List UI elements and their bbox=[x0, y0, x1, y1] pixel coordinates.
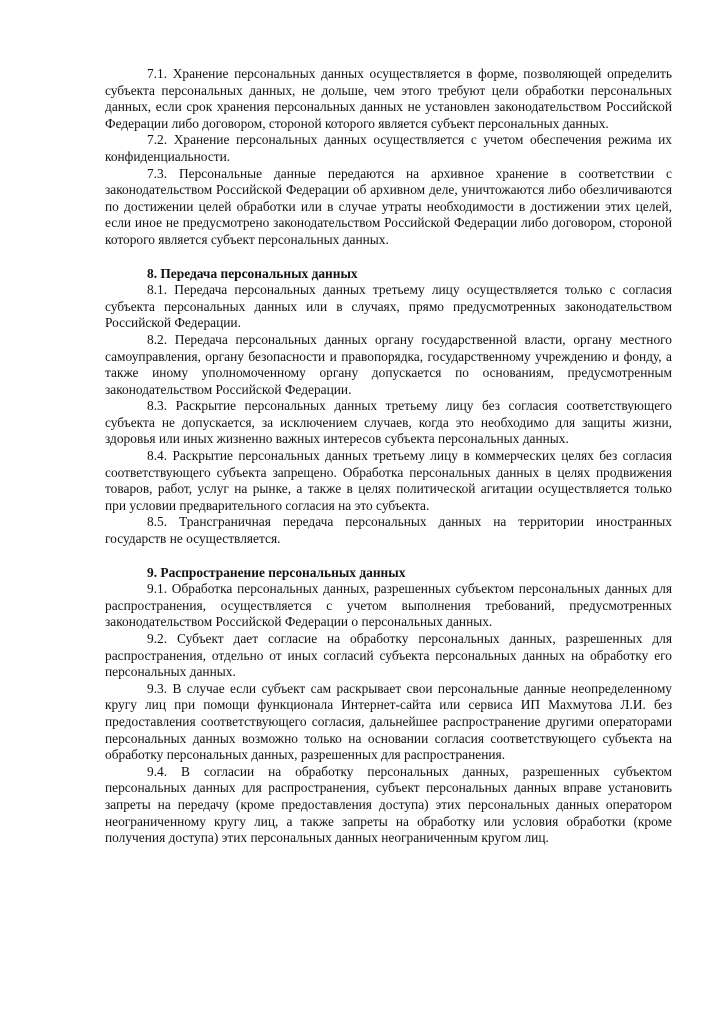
paragraph-8-2: 8.2. Передача персональных данных органу государственной власти, органу местного самоуправления, органу безопасности и правопорядка, государственному учреждению и фонду, а также иному уполномоченному органу допускается по основаниям, предусмотренным законодательством Российской Федерации. bbox=[105, 331, 672, 397]
section-8-heading: 8. Передача персональных данных bbox=[147, 265, 358, 281]
paragraph-8-4: 8.4. Раскрытие персональных данных третьему лицу в коммерческих целях без согласия соответствующего субъекта запрещено. Обработка персональных данных в целях продвижения товаров, работ, услуг на рынке, а также в целях политической агитации осуществляется только при условии предварительного согласия на это субъекта. bbox=[105, 448, 672, 513]
paragraph-7-1: 7.1. Хранение персональных данных осуществляется в форме, позволяющей определить субъекта персональных данных, не дольше, чем этого требуют цели обработки персональных данных, если срок хранения персональных данных не установлен законодательством Российской Федерации либо договором, стороной которого является субъект персональных данных. bbox=[105, 66, 672, 131]
paragraph-8-3: 8.3. Раскрытие персональных данных третьему лицу без согласия соответствующего субъекта не допускается, за исключением случаев, когда это необходимо для защиты жизни, здоровья или иных жизненно важных интересов субъекта персональных данных. bbox=[105, 398, 672, 447]
paragraph-9-3: 9.3. В случае если субъект сам раскрывает свои персональные данные неопределенному кругу лиц при помощи функционала Интернет-сайта или сервиса ИП Махмутова Л.И. без предоставления соответствующего согласия, дальнейшее распространение другими операторами персональных данных возможно только на основании согласия соответствующего субъекта на обработку персональных данных, разрешенных для распространения. bbox=[105, 680, 672, 763]
paragraph-9-2: 9.2. Субъект дает согласие на обработку персональных данных, разрешенных для распространения, отдельно от иных согласий субъекта персональных данных на обработку его персональных данных. bbox=[105, 631, 672, 680]
paragraph-9-4: 9.4. В согласии на обработку персональных данных, разрешенных субъектом персональных данных для распространения, субъект персональных данных вправе установить запреты на передачу (кроме предоставления доступа) этих персональных данных оператором неограниченному кругу лиц, а также запреты на обработку или условия обработки (кроме получения доступа) этих персональных данных неограниченным кругом лиц. bbox=[105, 763, 672, 846]
paragraph-8-1: 8.1. Передача персональных данных третьему лицу осуществляется только с согласия субъекта персональных данных или в случаях, прямо предусмотренных законодательством Российской Федерации. bbox=[105, 282, 672, 331]
section-gap bbox=[105, 548, 672, 565]
paragraph-7-3: 7.3. Персональные данные передаются на архивное хранение в соответствии с законодательством Российской Федерации об архивном деле, уничтожаются либо обезличиваются по достижении целей обработки или в случае утраты необходимости в достижении этих целей, если иное не предусмотрено законодательством Российской Федерации либо договором, стороной которого является субъект персональных данных. bbox=[105, 165, 672, 247]
paragraph-9-1: 9.1. Обработка персональных данных, разрешенных субъектом персональных данных для распространения, осуществляется с учетом выполнения требований, предусмотренных законодательством Российской Федерации о персональных данных. bbox=[105, 581, 672, 630]
paragraph-8-5: 8.5. Трансграничная передача персональных данных на территории иностранных государств не осуществляется. bbox=[105, 514, 672, 547]
section-gap bbox=[105, 249, 672, 266]
section-9-heading: 9. Распространение персональных данных bbox=[147, 564, 406, 580]
paragraph-7-2: 7.2. Хранение персональных данных осуществляется с учетом обеспечения режима их конфиденциальности. bbox=[105, 132, 672, 164]
